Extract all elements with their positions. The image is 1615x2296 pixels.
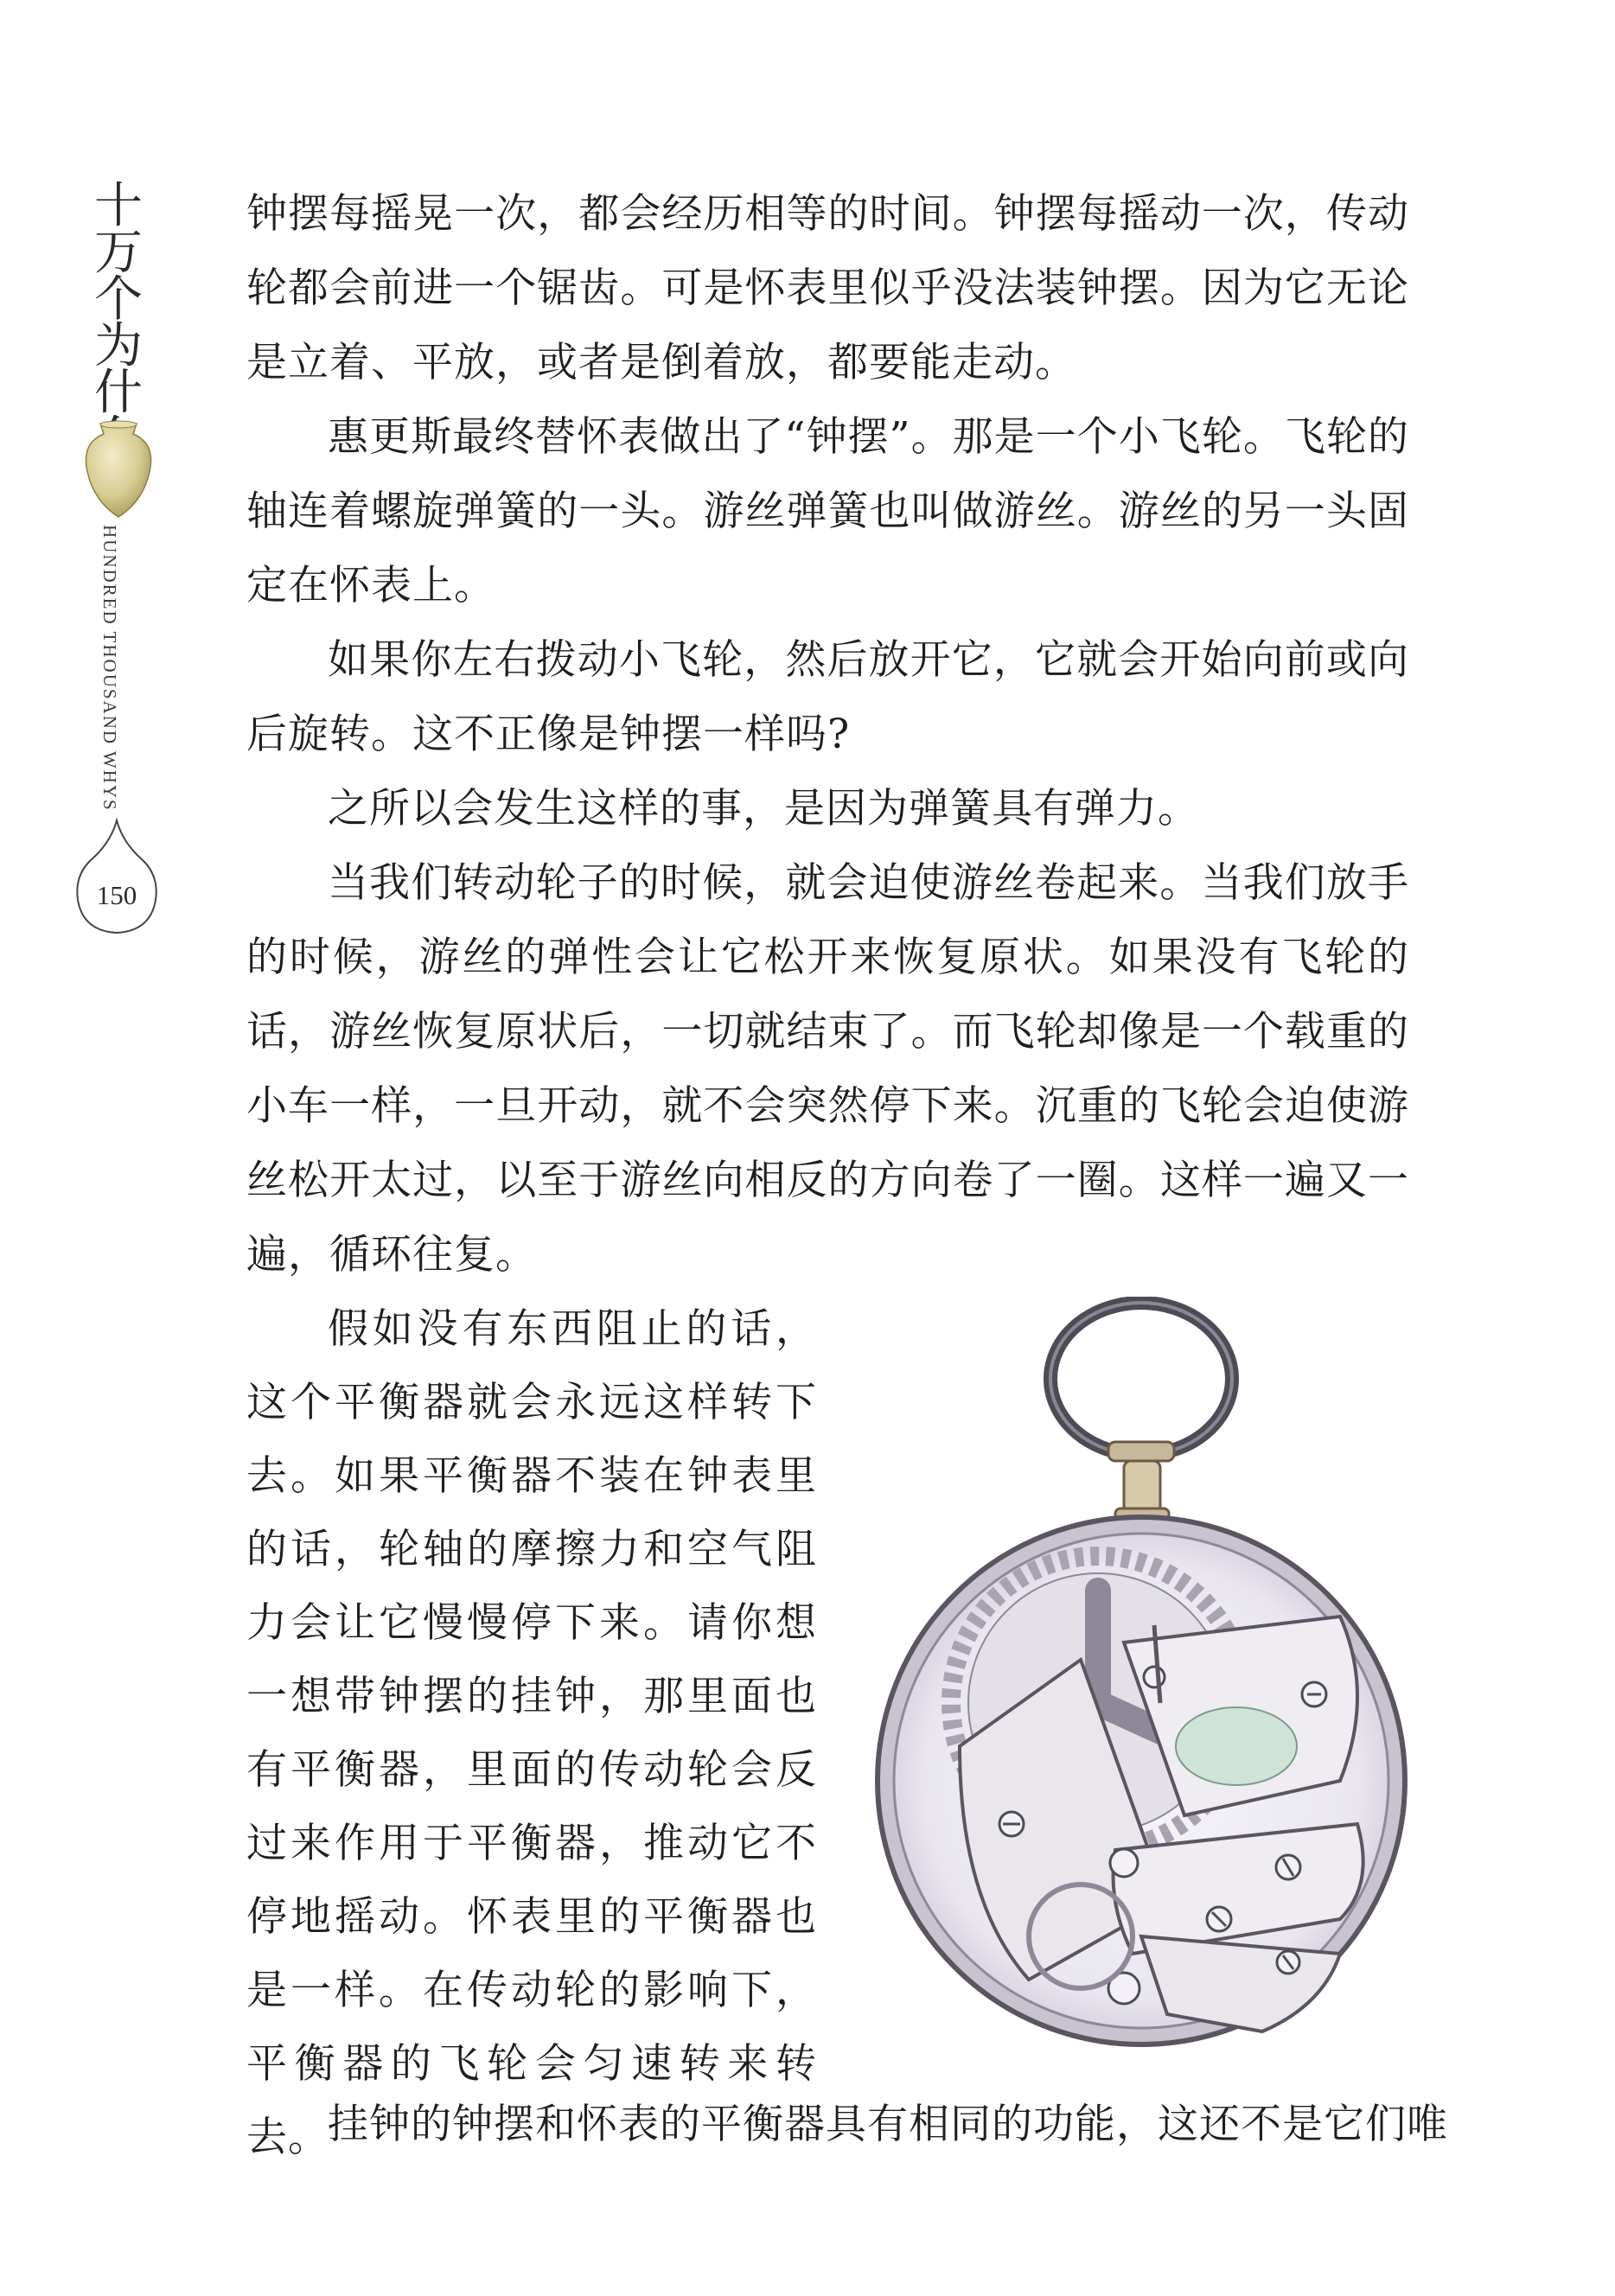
series-title: 十 万 个 为 什 — [94, 178, 143, 421]
paragraph: 之所以会发生这样的事，是因为弹簧具有弹力。 — [328, 785, 1199, 832]
pocket-watch-illustration — [856, 1297, 1418, 2066]
body-text — [246, 177, 1409, 1292]
paragraph: 如果你左右拨动小飞轮，然后放开它，它就会开始向前或向后旋转。这不正像是钟摆一样吗? — [246, 636, 1409, 758]
page-badge-shape — [69, 817, 164, 938]
paragraph: 挂钟的钟摆和怀表的平衡器具有相同的功能，这还不是它们唯 — [328, 2101, 1448, 2148]
paragraph: 惠更斯最终替怀表做出了“钟摆”。那是一个小飞轮。飞轮的轴连着螺旋弹簧的一头。游丝弹簧也叫做游丝。游丝的另一头固定在怀表上。 — [246, 413, 1409, 609]
page-number: 150 — [96, 880, 137, 910]
vase-icon — [81, 417, 156, 520]
english-series-title: HUNDRED THOUSAND WHYS — [99, 525, 120, 812]
page-badge — [69, 817, 164, 938]
wrapped-text — [246, 1292, 817, 2174]
final-text — [246, 2088, 1448, 2162]
paragraph: 假如没有东西阻止的话，这个平衡器就会永远这样转下去。如果平衡器不装在钟表里的话，轮轴的摩擦力和空气阻力会让它慢慢停下来。请你想一想带钟摆的挂钟，那里面也有平衡器，里面的传动轮会反过来作用于平衡器，推动它不停地摇动。怀表里的平衡器也是一样。在传动轮的影响下，平衡器的飞轮会匀速转来转去。 — [246, 1305, 817, 2161]
paragraph: 当我们转动轮子的时候，就会迫使游丝卷起来。当我们放手的时候，游丝的弹性会让它松开来恢复原状。如果没有飞轮的话，游丝恢复原状后，一切就结束了。而飞轮却像是一个载重的小车一样，一旦开动，就不会突然停下来。沉重的飞轮会迫使游丝松开太过，以至于游丝向相反的方向卷了一圈。这样一遍又一遍，循环往复。 — [246, 859, 1409, 1279]
paragraph: 钟摆每摇晃一次，都会经历相等的时间。钟摆每摇动一次，传动轮都会前进一个锯齿。可是怀表里似乎没法装钟摆。因为它无论是立着、平放，或者是倒着放，都要能走动。 — [246, 190, 1409, 386]
